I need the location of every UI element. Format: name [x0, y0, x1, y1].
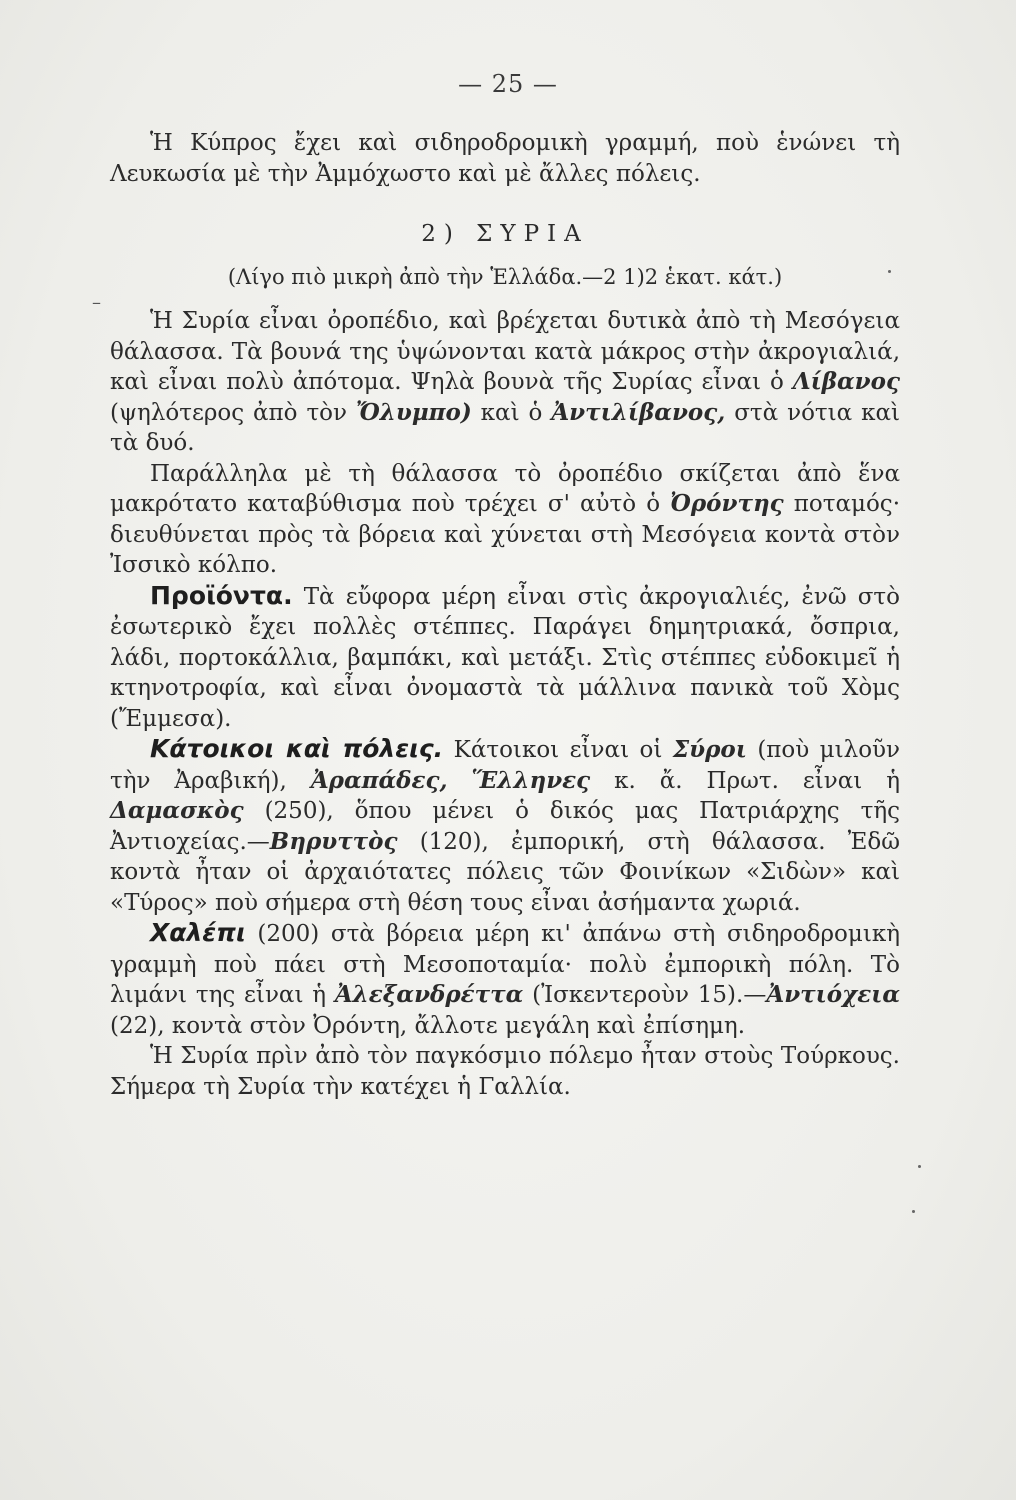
term-libanos: Λίβανος	[792, 368, 900, 395]
heading-inhabitants: Κάτοικοι καὶ πόλεις.	[150, 734, 444, 763]
paragraph-cyprus: Ἡ Κύπρος ἔχει καὶ σιδηροδρομικὴ γραμμή, ποὺ ἑνώνει τὴ Λευκωσία μὲ τὴν Ἀμμόχωστο καὶ μὲ ἄλλες πόλεις.	[110, 130, 900, 187]
body-text	[110, 128, 900, 1102]
term-alexandretta: Ἀλεξανδρέττα	[334, 981, 524, 1008]
term-damaskos: Δαμασκὸς	[110, 797, 244, 824]
text-run: καὶ ὁ	[480, 399, 543, 426]
heading-aleppo: Χαλέπι	[150, 918, 246, 947]
text-run: Κάτοικοι εἶναι οἱ	[453, 737, 663, 763]
section-title: 2) ΣΥΡΙΑ	[421, 221, 589, 247]
term-ellines: Ἕλληνες	[471, 766, 591, 794]
paragraph-syria-intro	[110, 306, 900, 459]
text-run: (ψηλότερος ἀπὸ τὸν	[110, 399, 348, 426]
paragraph-closing: Ἡ Συρία πρὶν ἀπὸ τὸν παγκόσμιο πόλεμο ἦταν στοὺς Τούρκους. Σήμερα τὴ Συρία τὴν κατέχει ἡ Γαλλία.	[110, 1043, 900, 1100]
term-antilibanos: Ἀντιλίβανος,	[551, 398, 726, 426]
text-run: (250), ὅπου μένει ὁ δικός μας Πατριάρχης τῆς Ἀντιοχείας.—	[110, 798, 900, 855]
term-arapades: Ἀραπάδες,	[310, 766, 448, 794]
text-run: (120), ἐμπορική, στὴ θάλασσα. Ἐδῶ κοντὰ ἦταν οἱ ἀρχαιότατες πόλεις τῶν Φοινίκων «Σιδὼν» καὶ «Τύρος» ποὺ σήμερα στὴ θέση τους εἶναι ἀσήμαντα χωριά.	[110, 828, 900, 916]
text-run: κ. ἄ. Πρωτ. εἶναι ἡ	[614, 767, 901, 794]
paragraph-products	[110, 581, 900, 735]
paragraph-inhabitants	[110, 734, 900, 918]
heading-products: Προϊόντα.	[150, 580, 293, 610]
margin-dot	[918, 1165, 921, 1168]
page-number: — 25 —	[458, 70, 558, 98]
margin-dot	[912, 1210, 915, 1213]
paragraph-aleppo	[110, 918, 900, 1041]
text-run: Παράλληλα μὲ τὴ θάλασσα τὸ ὀροπέδιο σκίζεται ἀπὸ ἕνα μακρότατο καταβύθισμα ποὺ τρέχει σ' αὐτὸ ὁ	[110, 460, 900, 517]
text-run: ποταμός· διευθύνεται πρὸς τὰ βόρεια καὶ χύνεται στὴ Μεσόγεια κοντὰ στὸν Ἰσσικὸ κόλπο.	[110, 491, 901, 578]
text-run: Ἡ Συρία εἶναι ὀροπέδιο, καὶ βρέχεται δυτικὰ ἀπὸ τὴ Μεσόγεια θάλασσα. Τὰ βουνά της ὑψώνονται κατὰ μάκρος στὴν ἀκρογιαλιά, καὶ εἶναι πολὺ ἀπότομα. Ψηλὰ βουνὰ τῆς Συρίας εἶναι ὁ	[110, 308, 900, 395]
text-run: Τὰ εὔφορα μέρη εἶναι στὶς ἀκρογιαλιές, ἐνῶ στὸ ἐσωτερικὸ ἔχει πολλὲς στέππες. Παράγει δημητριακά, ὄσπρια, λάδι, πορτοκάλλια, βαμπάκι, καὶ μετάξι. Στὶς στέππες εὐδοκιμεῖ ἡ κτηνοτροφία, καὶ εἶναι ὀνομαστὰ τὰ μάλλινα πανικὰ τοῦ Χὸμς (Ἔμμεσα).	[110, 583, 901, 732]
term-beirut: Βηρυττὸς	[269, 827, 398, 855]
text-run: (22), κοντὰ στὸν Ὀρόντη, ἄλλοτε μεγάλη καὶ ἐπίσημη.	[110, 1012, 746, 1039]
text-run: στὰ νότια καὶ τὰ δυό.	[110, 399, 901, 456]
paragraph-orontes	[110, 459, 900, 581]
text-run: (200) στὰ βόρεια μέρη κι' ἀπάνω στὴ σιδηροδρομικὴ γραμμὴ ποὺ πάει στὴ Μεσοποταμία· πολὺ ἐμπορικὴ πόλη. Τὸ λιμάνι της εἶναι ἡ	[110, 921, 900, 1008]
term-antiocheia: Ἀντιόχεια	[766, 981, 901, 1008]
term-orontis: Ὀρόντης	[670, 490, 784, 517]
term-syroi: Σύροι	[672, 736, 747, 763]
margin-mark: –	[92, 292, 101, 313]
text-run: (Ἰσκεντεροὺν 15).—	[532, 982, 767, 1008]
section-subtitle: (Λίγο πιὸ μικρὴ ἀπὸ τὴν Ἑλλάδα.—2 1)2 ἑκατ. κάτ.)	[227, 264, 783, 289]
text-run: (ποὺ μιλοῦν τὴν Ἀραβική),	[110, 737, 901, 794]
term-olympos: Ὄλυμπο)	[355, 398, 472, 426]
